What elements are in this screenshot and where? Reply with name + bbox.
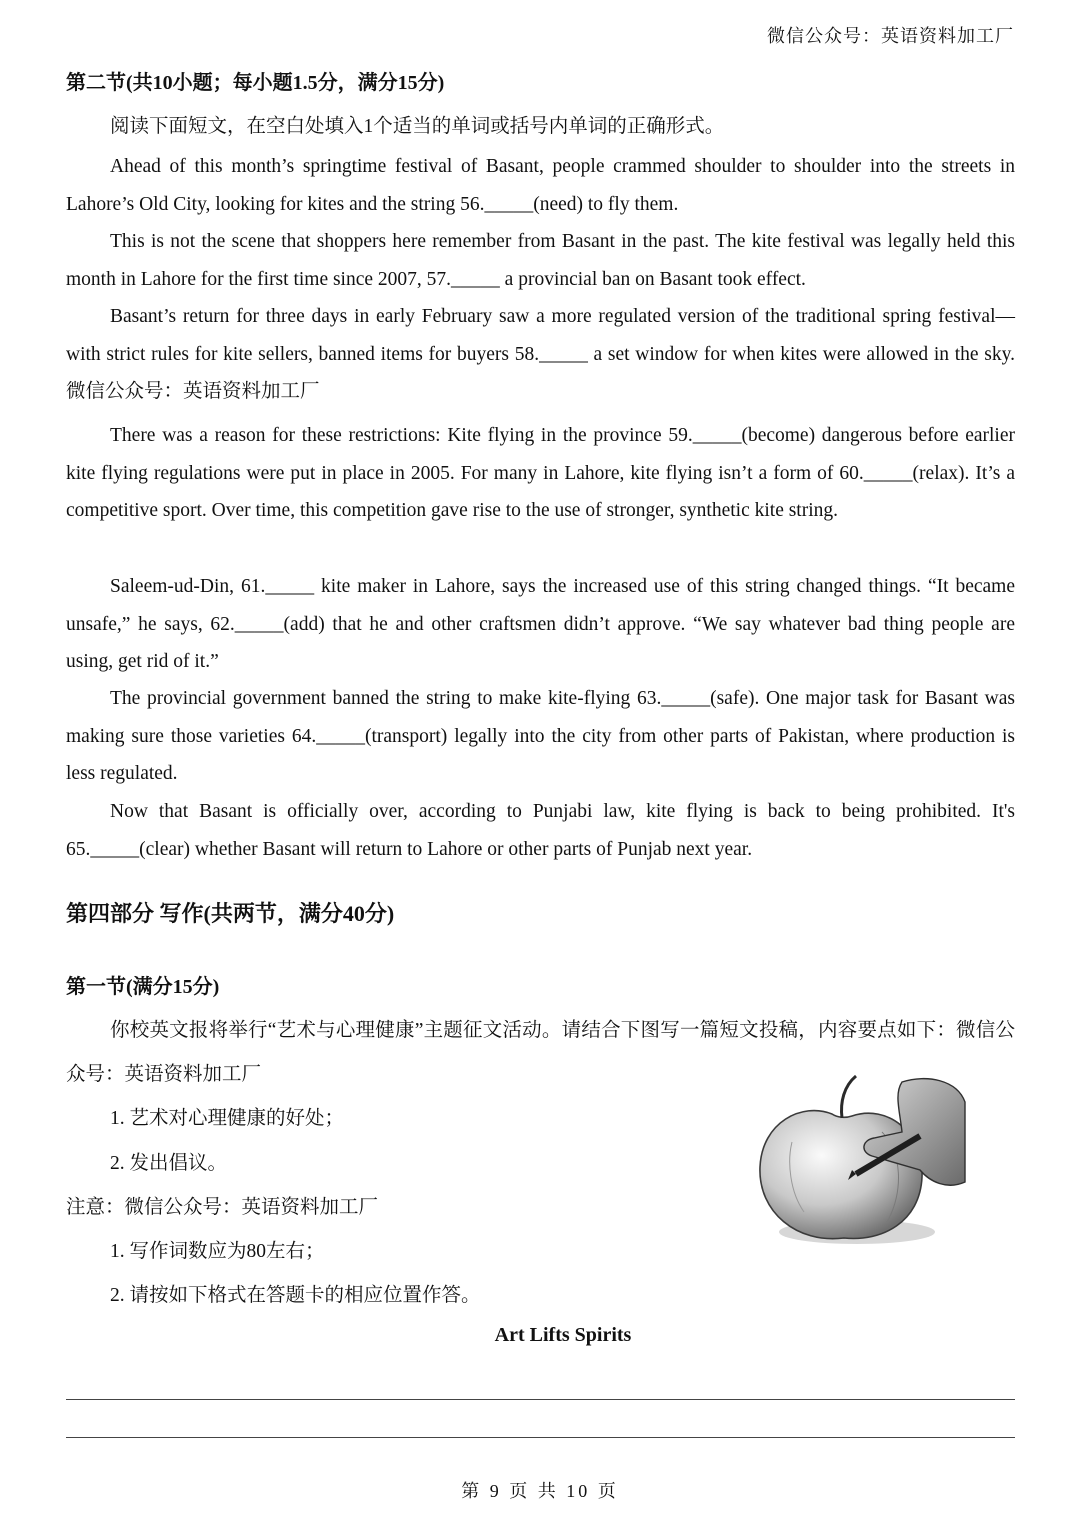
essay-title: Art Lifts Spirits [494,1324,632,1346]
passage-paragraph-4: There was a reason for these restrictions: Kite flying in the province 59._____(become) dangerous before earlier kite flying regulations were put in place in 2005. For many in Lahore, kite flying isn’t a form of 60._____(relax). It’s a competitive sport. Over time, this competition gave rise to the use of stronger, synthetic kite string. [66,425,1015,522]
passage-paragraph-6: The provincial government banned the string to make kite-flying 63._____(safe). One major task for Basant was making sure those varieties 64._____(transport) legally into the city from other parts of Pakistan, where production is less regulated. [66,688,1015,785]
passage-paragraph-1: Ahead of this month’s springtime festival of Basant, people crammed shoulder to shoulder into the streets in Lahore’s Old City, looking for kites and the string 56._____(need) to fly them. [66,156,1015,215]
answer-line-1[interactable] [66,1399,1015,1400]
passage-paragraph-7: Now that Basant is officially over, according to Punjabi law, kite flying is back to being prohibited. It's 65._____(clear) whether Basant will return to Lahore or other parts of Punjab next year. [66,801,1015,860]
note-item-2: 2. 请按如下格式在答题卡的相应位置作答。 [110,1285,481,1306]
page-number-footer: 第 9 页 共 10 页 [461,1481,619,1501]
part-4-title: 第四部分 写作(共两节，满分40分) [66,901,395,926]
section-1-title: 第一节(满分15分) [66,976,220,998]
prompt-point-2: 2. 发出倡议。 [110,1153,228,1174]
passage-paragraph-3: Basant’s return for three days in early February saw a more regulated version of the traditional spring festival—with strict rules for kite sellers, banned items for buyers 58._____ a set window for when kites were allowed in the sky. 微信公众号：英语资料加工厂 [66,306,1015,403]
header-watermark-note: 微信公众号：英语资料加工厂 [767,26,1014,46]
note-item-1: 1. 写作词数应为80左右； [110,1241,325,1262]
writing-prompt: 你校英文报将举行“艺术与心理健康”主题征文活动。请结合下图写一篇短文投稿，内容要点如下：微信公众号：英语资料加工厂 [66,1020,1015,1085]
section-2-instruction: 阅读下面短文，在空白处填入1个适当的单词或括号内单词的正确形式。 [110,116,725,137]
apple-sketch-illustration [752,1072,967,1257]
note-label: 注意：微信公众号：英语资料加工厂 [66,1197,379,1218]
prompt-point-1: 1. 艺术对心理健康的好处； [110,1108,345,1129]
passage-paragraph-2: This is not the scene that shoppers here remember from Basant in the past. The kite festival was legally held this month in Lahore for the first time since 2007, 57._____ a provincial ban on Basant took effect. [66,231,1015,290]
section-2-title: 第二节(共10小题；每小题1.5分，满分15分) [66,72,445,94]
answer-line-2[interactable] [66,1437,1015,1438]
passage-paragraph-5: Saleem-ud-Din, 61._____ kite maker in Lahore, says the increased use of this string changed things. “It became unsafe,” he says, 62._____(add) that he and other craftsmen didn’t approve. “We say whatever bad thing people are using, get rid of it.” [66,576,1015,673]
